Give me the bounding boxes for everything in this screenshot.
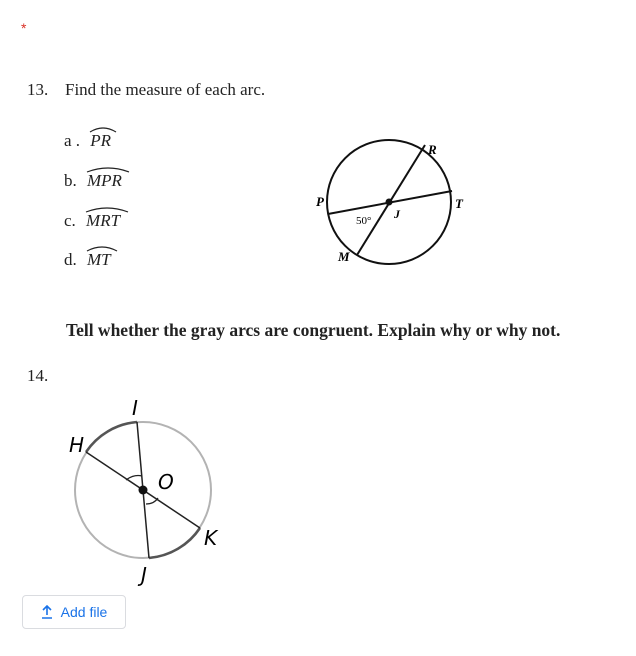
upload-icon (41, 605, 53, 619)
question-14-number: 14. (27, 366, 49, 385)
add-file-button[interactable] (22, 595, 126, 629)
arc-text: PR (90, 131, 112, 150)
arc-text: MT (87, 250, 111, 269)
item-label: b. (64, 171, 77, 190)
point-label-m: M (338, 249, 350, 264)
circle-figure-13 (300, 130, 480, 270)
arc-name (90, 131, 111, 151)
point-label-t: T (455, 196, 463, 211)
question-13-number: 13. (27, 80, 49, 99)
question-13-prompt: Find the measure of each arc. (65, 80, 266, 99)
arc-overline-icon (86, 244, 118, 252)
center-point (139, 486, 148, 495)
arc-name (86, 211, 120, 231)
add-file-label: Add file (60, 604, 108, 620)
gray-arc-kj (149, 528, 200, 558)
point-label-j: J (141, 563, 147, 587)
angle-label: 50° (356, 215, 372, 227)
arc-overline-icon (85, 205, 129, 213)
item-label: a . (64, 131, 81, 150)
point-label-p: P (316, 194, 324, 209)
arc-item-c (64, 211, 120, 231)
gray-arc-hi (86, 422, 137, 452)
item-label: d. (64, 250, 77, 269)
point-label-k: K (204, 526, 218, 550)
point-label-o: O (158, 470, 174, 494)
point-label-i: I (132, 396, 138, 420)
arc-item-b (64, 171, 122, 191)
angle-mark-top (126, 476, 142, 481)
arc-text: MPR (87, 171, 122, 190)
center-point (386, 199, 393, 206)
arc-overline-icon (89, 125, 117, 133)
required-marker: * (21, 20, 27, 36)
point-label-r: R (428, 142, 437, 157)
arc-name (87, 250, 111, 270)
arc-text: MRT (86, 211, 121, 230)
item-label: c. (64, 211, 76, 230)
arc-item-d (64, 250, 111, 270)
circle-figure-14 (60, 390, 230, 590)
arc-overline-icon (86, 165, 130, 173)
instruction-text: Tell whether the gray arcs are congruent. Explain why or why not. (66, 320, 561, 340)
arc-item-a (64, 131, 111, 151)
point-label-h: H (69, 433, 85, 457)
point-label-j: J (394, 207, 400, 221)
arc-name (87, 171, 122, 191)
